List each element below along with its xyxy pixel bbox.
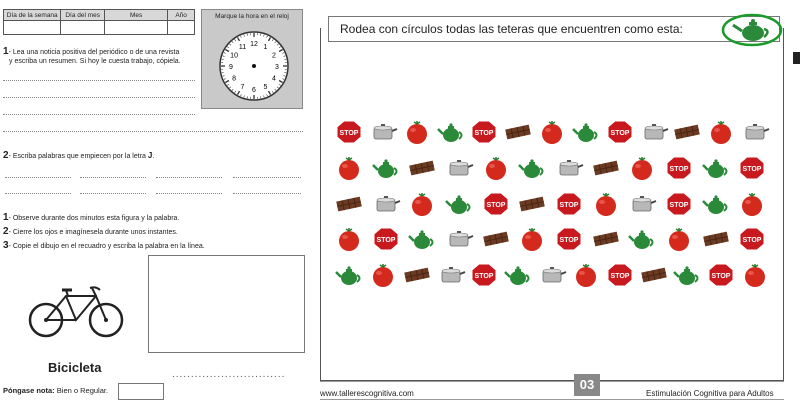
- cooking-pot-icon[interactable]: [627, 191, 657, 217]
- teapot-icon[interactable]: [672, 262, 702, 288]
- writing-line[interactable]: [3, 131, 303, 132]
- clock-number: 11: [238, 44, 247, 52]
- page-number: 03: [574, 374, 600, 396]
- footer-url[interactable]: www.tallerescognitiva.com: [320, 389, 414, 398]
- date-header: Año: [168, 10, 194, 21]
- tomato-icon[interactable]: [706, 119, 736, 145]
- clock-center: [252, 64, 256, 68]
- teapot-icon[interactable]: [571, 119, 601, 145]
- tomato-icon[interactable]: [407, 191, 437, 217]
- tomato-icon[interactable]: [740, 262, 770, 288]
- svg-text:STOP: STOP: [669, 166, 689, 173]
- clock-number: 10: [230, 52, 238, 60]
- weekday-field[interactable]: [4, 21, 60, 34]
- score-prompt: [3, 386, 108, 395]
- exercise2-letter: J: [147, 151, 153, 160]
- bicycle-icon: [26, 280, 126, 340]
- writing-line[interactable]: [3, 80, 195, 81]
- stop-sign-icon[interactable]: [605, 119, 635, 145]
- tomato-icon[interactable]: [591, 191, 621, 217]
- svg-text:STOP: STOP: [669, 202, 689, 209]
- svg-text:STOP: STOP: [559, 202, 579, 209]
- tomato-icon[interactable]: [334, 155, 364, 181]
- icon-row: [334, 262, 784, 288]
- chocolate-bar-icon[interactable]: [517, 191, 547, 217]
- exercise2-line: - Escriba palabras que empiecen por la letra: [8, 153, 148, 160]
- clock-number: 8: [232, 75, 237, 83]
- chocolate-bar-icon[interactable]: [591, 226, 621, 252]
- footer-divider: [320, 399, 784, 400]
- exercise-number: 1: [3, 46, 9, 57]
- exercise-number: 3: [3, 240, 9, 251]
- year-field[interactable]: [168, 21, 194, 34]
- exercise3-step: [3, 213, 179, 223]
- score-text: Bien o Regular.: [54, 386, 109, 395]
- cooking-pot-icon[interactable]: [368, 119, 398, 145]
- exercise3-step-text: - Copie el dibujo en el recuadro y escriba la palabra en la línea.: [8, 243, 205, 250]
- clock-number: 5: [263, 83, 268, 91]
- month-field[interactable]: [105, 21, 167, 34]
- svg-text:STOP: STOP: [474, 273, 494, 280]
- cooking-pot-icon[interactable]: [537, 262, 567, 288]
- score-box[interactable]: [118, 383, 164, 400]
- svg-text:STOP: STOP: [610, 273, 630, 280]
- cooking-pot-icon[interactable]: [554, 155, 584, 181]
- date-header: Día de la semana: [4, 10, 60, 21]
- exercise-number: 2: [3, 226, 9, 237]
- chocolate-bar-icon[interactable]: [334, 191, 364, 217]
- teapot-icon[interactable]: [627, 226, 657, 252]
- stop-sign-icon[interactable]: [371, 226, 401, 252]
- chocolate-bar-icon[interactable]: [672, 119, 702, 145]
- instruction-bar: [328, 16, 780, 42]
- svg-text:STOP: STOP: [610, 130, 630, 137]
- stop-sign-icon[interactable]: [469, 119, 499, 145]
- word-line[interactable]: [5, 177, 71, 178]
- date-header: Mes: [105, 10, 167, 21]
- tomato-icon[interactable]: [402, 119, 432, 145]
- date-col-weekday: [4, 10, 61, 34]
- chocolate-bar-icon[interactable]: [481, 226, 511, 252]
- exercise1-text: [3, 47, 181, 66]
- date-col-year: [168, 10, 194, 34]
- target-teapot-icon: [721, 13, 783, 47]
- clock-box: [201, 9, 303, 109]
- day-field[interactable]: [61, 21, 104, 34]
- clock-number: 3: [275, 64, 279, 71]
- svg-text:STOP: STOP: [742, 237, 762, 244]
- word-line[interactable]: [80, 177, 146, 178]
- tomato-icon[interactable]: [334, 226, 364, 252]
- date-header: Día del mes: [61, 10, 104, 21]
- svg-text:STOP: STOP: [486, 202, 506, 209]
- chocolate-bar-icon[interactable]: [701, 226, 731, 252]
- exercise1-line-b: y escriba un resumen. Si hoy le cuesta trabajo, cópiela.: [9, 58, 181, 65]
- cooking-pot-icon[interactable]: [444, 155, 474, 181]
- tomato-icon[interactable]: [517, 226, 547, 252]
- stop-sign-icon[interactable]: [554, 191, 584, 217]
- exercise2-tail: .: [152, 153, 155, 160]
- svg-text:STOP: STOP: [559, 237, 579, 244]
- clock-number: 1: [263, 44, 268, 52]
- clock-number: 2: [271, 52, 276, 60]
- tomato-icon[interactable]: [368, 262, 398, 288]
- svg-text:STOP: STOP: [711, 273, 731, 280]
- tomato-icon[interactable]: [537, 119, 567, 145]
- teapot-icon[interactable]: [701, 155, 731, 181]
- teapot-icon[interactable]: [517, 155, 547, 181]
- teapot-icon[interactable]: [701, 191, 731, 217]
- drawing-box[interactable]: [148, 255, 305, 353]
- writing-line[interactable]: [3, 114, 195, 115]
- icon-row: [334, 191, 784, 217]
- clock-face[interactable]: [218, 25, 290, 107]
- tomato-icon[interactable]: [571, 262, 601, 288]
- word-answer-line[interactable]: ..............................: [172, 369, 286, 380]
- chocolate-bar-icon[interactable]: [503, 119, 533, 145]
- icon-row: [334, 155, 784, 181]
- cooking-pot-icon[interactable]: [371, 191, 401, 217]
- clock-number: 7: [240, 83, 245, 91]
- exercise-number: 2: [3, 150, 9, 161]
- teapot-icon[interactable]: [436, 119, 466, 145]
- icon-row: [334, 226, 784, 252]
- exercise2-text: [3, 151, 154, 161]
- chocolate-bar-icon[interactable]: [407, 155, 437, 181]
- word-line[interactable]: [80, 193, 146, 194]
- svg-text:STOP: STOP: [474, 130, 494, 137]
- word-line[interactable]: [156, 193, 222, 194]
- date-col-month: [105, 10, 168, 34]
- exercise3-step-text: - Cierre los ojos e imagínesela durante unos instantes.: [8, 229, 178, 236]
- clock-number: 9: [229, 64, 233, 71]
- word-line[interactable]: [156, 177, 222, 178]
- stop-sign-icon[interactable]: [706, 262, 736, 288]
- clock-title: Marque la hora en el reloj: [215, 13, 289, 20]
- teapot-icon[interactable]: [371, 155, 401, 181]
- svg-text:STOP: STOP: [339, 130, 359, 137]
- bike-word: Bicicleta: [48, 360, 102, 375]
- right-page: [320, 0, 800, 406]
- left-page: [0, 0, 305, 406]
- exercise1-line-a: - Lea una noticia positiva del periódico o de una revista: [8, 49, 180, 56]
- tomato-icon[interactable]: [737, 191, 767, 217]
- stop-sign-icon[interactable]: [334, 119, 364, 145]
- clock-number: 12: [250, 41, 258, 48]
- exercise3-step-text: - Observe durante dos minutos esta figura y la palabra.: [8, 215, 180, 222]
- cooking-pot-icon[interactable]: [639, 119, 669, 145]
- page-edge-mark: [793, 52, 800, 64]
- cooking-pot-icon[interactable]: [740, 119, 770, 145]
- icon-row: [334, 119, 784, 145]
- word-line[interactable]: [233, 177, 301, 178]
- tomato-icon[interactable]: [664, 226, 694, 252]
- stop-sign-icon[interactable]: [664, 191, 694, 217]
- tomato-icon[interactable]: [481, 155, 511, 181]
- svg-text:STOP: STOP: [742, 166, 762, 173]
- date-col-day: [61, 10, 105, 34]
- word-line[interactable]: [5, 193, 71, 194]
- clock-number: 4: [271, 75, 276, 83]
- stop-sign-icon[interactable]: [469, 262, 499, 288]
- clock-number: 6: [252, 87, 256, 94]
- score-label: Póngase nota:: [3, 386, 55, 395]
- chocolate-bar-icon[interactable]: [639, 262, 669, 288]
- exercise3-step: [3, 227, 178, 237]
- exercise3-step: [3, 241, 205, 251]
- stop-sign-icon[interactable]: [664, 155, 694, 181]
- chocolate-bar-icon[interactable]: [591, 155, 621, 181]
- stop-sign-icon[interactable]: [605, 262, 635, 288]
- teapot-icon[interactable]: [334, 262, 364, 288]
- stop-sign-icon[interactable]: [737, 155, 767, 181]
- teapot-icon[interactable]: [444, 191, 474, 217]
- chocolate-bar-icon[interactable]: [402, 262, 432, 288]
- tomato-icon[interactable]: [627, 155, 657, 181]
- stop-sign-icon[interactable]: [737, 226, 767, 252]
- stop-sign-icon[interactable]: [481, 191, 511, 217]
- teapot-icon[interactable]: [407, 226, 437, 252]
- writing-line[interactable]: [3, 97, 195, 98]
- teapot-icon[interactable]: [503, 262, 533, 288]
- word-line[interactable]: [233, 193, 301, 194]
- date-table: [3, 9, 195, 35]
- exercise-number: 1: [3, 212, 9, 223]
- footer-divider: [320, 381, 784, 382]
- stop-sign-icon[interactable]: [554, 226, 584, 252]
- cooking-pot-icon[interactable]: [444, 226, 474, 252]
- footer-brand: Estimulación Cognitiva para Adultos: [646, 389, 774, 398]
- instruction-text: Rodea con círculos todas las teteras que encuentren como esta:: [340, 22, 683, 36]
- svg-text:STOP: STOP: [376, 237, 396, 244]
- cooking-pot-icon[interactable]: [436, 262, 466, 288]
